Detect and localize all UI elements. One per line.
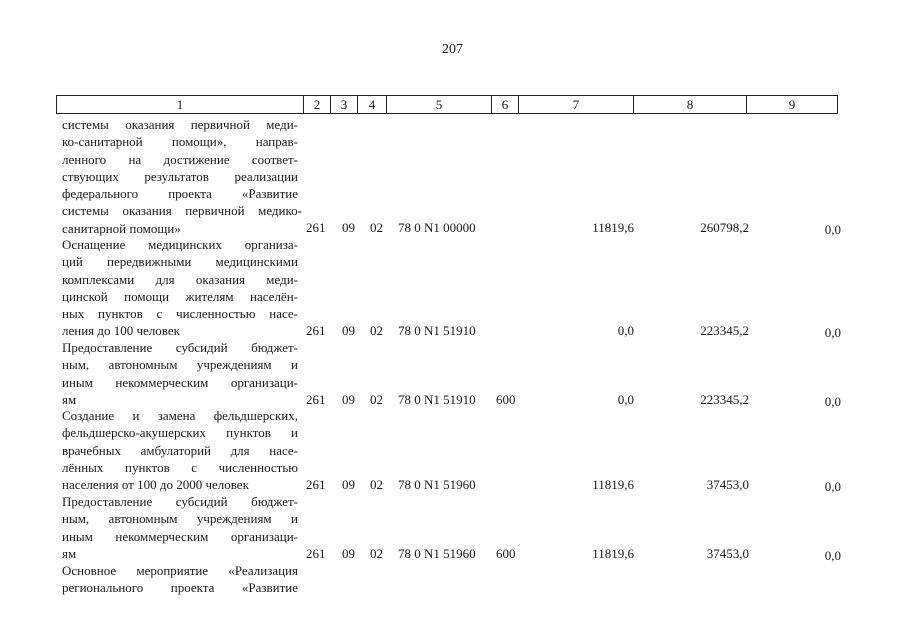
cell-value-7: 11819,6 <box>592 477 634 492</box>
cell-section: 09 <box>342 323 355 338</box>
description-line: врачебных амбулаторий для насе- <box>62 442 298 458</box>
cell-value-8: 37453,0 <box>706 477 749 492</box>
cell-article: 78 0 N1 51910 <box>398 392 476 407</box>
description-line: Оснащение медицинских организа- <box>62 237 298 252</box>
cell-article: 78 0 N1 51910 <box>398 323 476 338</box>
description-line: ленного на достижение соответ- <box>62 151 298 167</box>
column-header: 4 <box>358 96 387 114</box>
cell-code: 261 <box>306 323 326 338</box>
cell-value-9: 0,0 <box>824 394 841 409</box>
cell-value-7: 0,0 <box>617 392 634 407</box>
cell-subsection: 02 <box>370 477 383 492</box>
cell-value-8: 260798,2 <box>700 220 749 235</box>
cell-value-9: 0,0 <box>824 222 841 237</box>
cell-subsection: 02 <box>370 220 383 235</box>
cell-section: 09 <box>342 477 355 492</box>
cell-value-8: 223345,2 <box>700 323 749 338</box>
cell-article: 78 0 N1 00000 <box>398 220 476 235</box>
description-line: цинской помощи жителям населён- <box>62 288 298 304</box>
column-header: 7 <box>519 96 634 114</box>
description-line: Предоставление субсидий бюджет- <box>62 340 298 355</box>
description-line: системы оказания первичной медико-санитарной помощи» <box>62 203 302 236</box>
description-line: Предоставление субсидий бюджет- <box>62 494 298 509</box>
column-header: 8 <box>634 96 747 114</box>
description-line: ций передвижными медицинскими <box>62 254 298 270</box>
column-header-table <box>56 95 838 114</box>
cell-article: 78 0 N1 51960 <box>398 477 476 492</box>
description-line: ствующих результатов реализации <box>62 168 298 184</box>
cell-value-9: 0,0 <box>824 325 841 340</box>
row-description <box>62 407 298 493</box>
description-line: ям <box>62 545 77 561</box>
description-line: лённых пунктов с численностью <box>62 459 298 475</box>
description-line: иным некоммерческим организаци- <box>62 528 298 544</box>
row-description <box>62 493 298 562</box>
cell-article: 78 0 N1 51960 <box>398 546 476 561</box>
cell-value-7: 0,0 <box>617 323 634 338</box>
description-line: ным, автономным учреждениям и <box>62 357 298 373</box>
cell-value-7: 11819,6 <box>592 546 634 561</box>
cell-expense-type: 600 <box>496 546 516 561</box>
description-line: системы оказания первичной меди- <box>62 117 298 132</box>
cell-subsection: 02 <box>370 546 383 561</box>
description-line: ям <box>62 391 77 407</box>
cell-subsection: 02 <box>370 323 383 338</box>
cell-expense-type: 600 <box>496 392 516 407</box>
row-description <box>62 236 298 340</box>
description-line: федерального проекта «Развитие <box>62 186 298 202</box>
column-header: 2 <box>304 96 331 114</box>
cell-code: 261 <box>306 392 326 407</box>
description-line: населения от 100 до 2000 человек <box>62 477 249 493</box>
description-line: Создание и замена фельдшерских, <box>62 408 298 423</box>
description-line: ных пунктов с численностью насе- <box>62 306 298 322</box>
cell-value-9: 0,0 <box>824 548 841 563</box>
cell-value-9: 0,0 <box>824 479 841 494</box>
description-line: иным некоммерческим организаци- <box>62 374 298 390</box>
description-line: ным, автономным учреждениям и <box>62 511 298 527</box>
cell-value-8: 223345,2 <box>700 392 749 407</box>
cell-subsection: 02 <box>370 392 383 407</box>
cell-code: 261 <box>306 220 326 235</box>
description-line: ко-санитарной помощи», направ- <box>62 134 298 150</box>
description-line: комплексами для оказания меди- <box>62 271 298 287</box>
row-description <box>62 339 298 408</box>
row-description <box>62 116 302 237</box>
cell-code: 261 <box>306 546 326 561</box>
column-header: 3 <box>331 96 358 114</box>
description-line: фельдшерско-акушерских пунктов и <box>62 425 298 441</box>
column-header: 6 <box>492 96 519 114</box>
cell-value-7: 11819,6 <box>592 220 634 235</box>
description-line: регионального проекта «Развитие <box>62 580 298 596</box>
page-number: 207 <box>442 42 463 57</box>
column-header: 1 <box>57 96 304 114</box>
column-header: 9 <box>747 96 838 114</box>
cell-code: 261 <box>306 477 326 492</box>
cell-value-8: 37453,0 <box>706 546 749 561</box>
cell-section: 09 <box>342 392 355 407</box>
cell-section: 09 <box>342 546 355 561</box>
description-line: Основное мероприятие «Реализация <box>62 563 298 578</box>
column-header: 5 <box>387 96 492 114</box>
row-description <box>62 562 298 597</box>
description-line: ления до 100 человек <box>62 323 180 339</box>
cell-section: 09 <box>342 220 355 235</box>
